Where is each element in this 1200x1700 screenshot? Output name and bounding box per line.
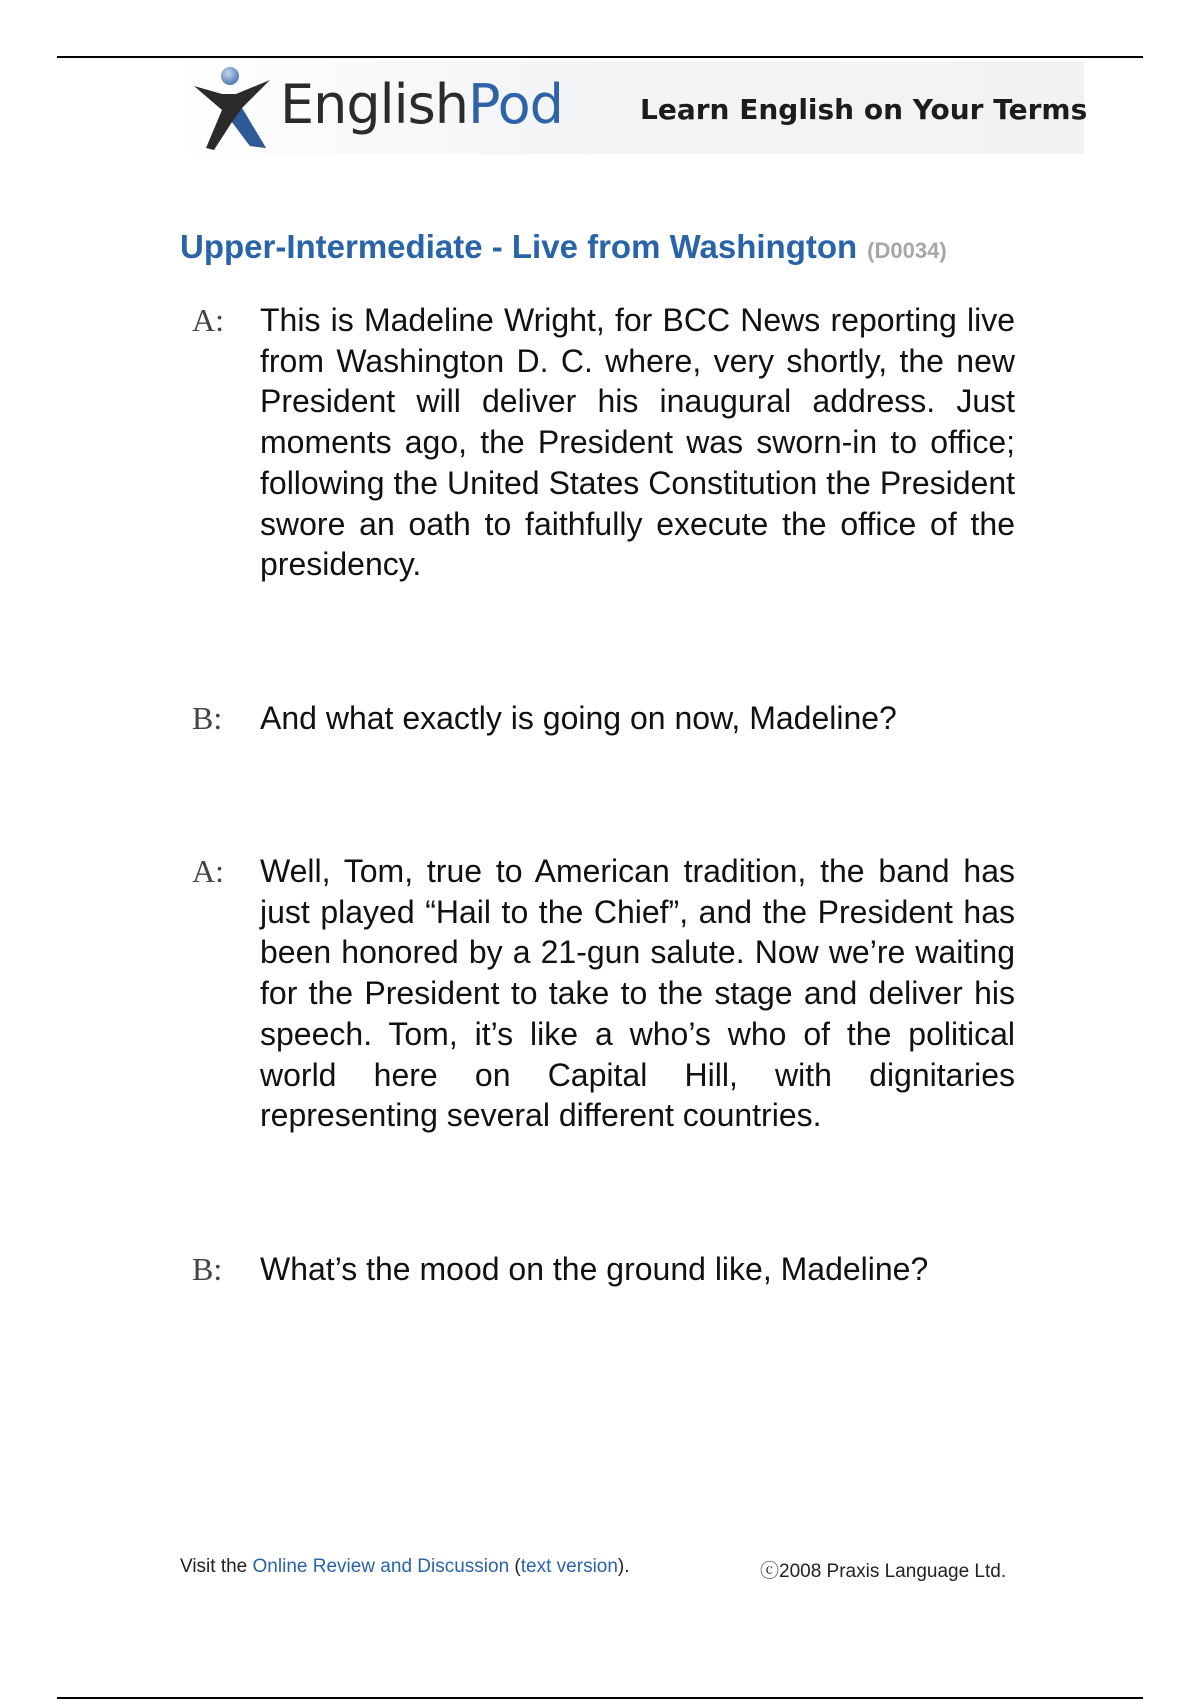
englishpod-wordmark <box>280 72 563 138</box>
online-review-link[interactable]: Online Review and Discussion <box>252 1556 510 1577</box>
lesson-code: (D0034) <box>867 238 947 263</box>
speaker-label: B: <box>192 1251 223 1287</box>
text-version-link[interactable]: text version <box>520 1556 618 1577</box>
dialogue-text: This is Madeline Wright, for BCC News reporting live from Washington D. C. where, very shortly, the new President will deliver his inaugural address. Just moments ago, the President was sworn-in to office; following the United States Constitution the President swore an oath to faithfully execute the office of the presidency. <box>260 302 1015 583</box>
logo-english: English <box>280 73 468 136</box>
tagline: Learn English on Your Terms <box>640 93 1088 126</box>
speaker-label: A: <box>192 302 224 338</box>
dialogue-turn <box>192 698 1015 739</box>
logo-pod: Pod <box>468 73 563 136</box>
dialogue-text: What’s the mood on the ground like, Madeline? <box>260 1251 929 1287</box>
footer-visit-line <box>180 1556 630 1578</box>
dialogue-text: Well, Tom, true to American tradition, the band has just played “Hail to the Chief”, and the President has been honored by a 21-gun salute. Now we’re waiting for the President to take to the stage and deliver his speech. Tom, it’s like a who’s who of the political world here on Capital Hill, with dignitaries representing several different countries. <box>260 853 1015 1134</box>
dialogue-turn <box>192 851 1015 1136</box>
footer-visit-prefix: Visit the <box>180 1556 253 1577</box>
englishpod-logo-icon <box>192 64 272 154</box>
bottom-rule <box>57 1697 1143 1699</box>
lesson-title: Upper-Intermediate - Live from Washington <box>180 228 858 265</box>
footer-close-paren: ). <box>617 1556 630 1577</box>
dialogue-text: And what exactly is going on now, Madeline? <box>260 700 897 736</box>
copyright: ⓒ2008 Praxis Language Ltd. <box>760 1561 1007 1582</box>
dialogue-turn <box>192 300 1015 585</box>
footer-open-paren: ( <box>509 1556 521 1577</box>
speaker-label: B: <box>192 700 223 736</box>
dialogue-turn <box>192 1249 1015 1290</box>
lesson-title-line <box>180 228 947 266</box>
speaker-label: A: <box>192 853 224 889</box>
top-rule <box>57 56 1143 58</box>
